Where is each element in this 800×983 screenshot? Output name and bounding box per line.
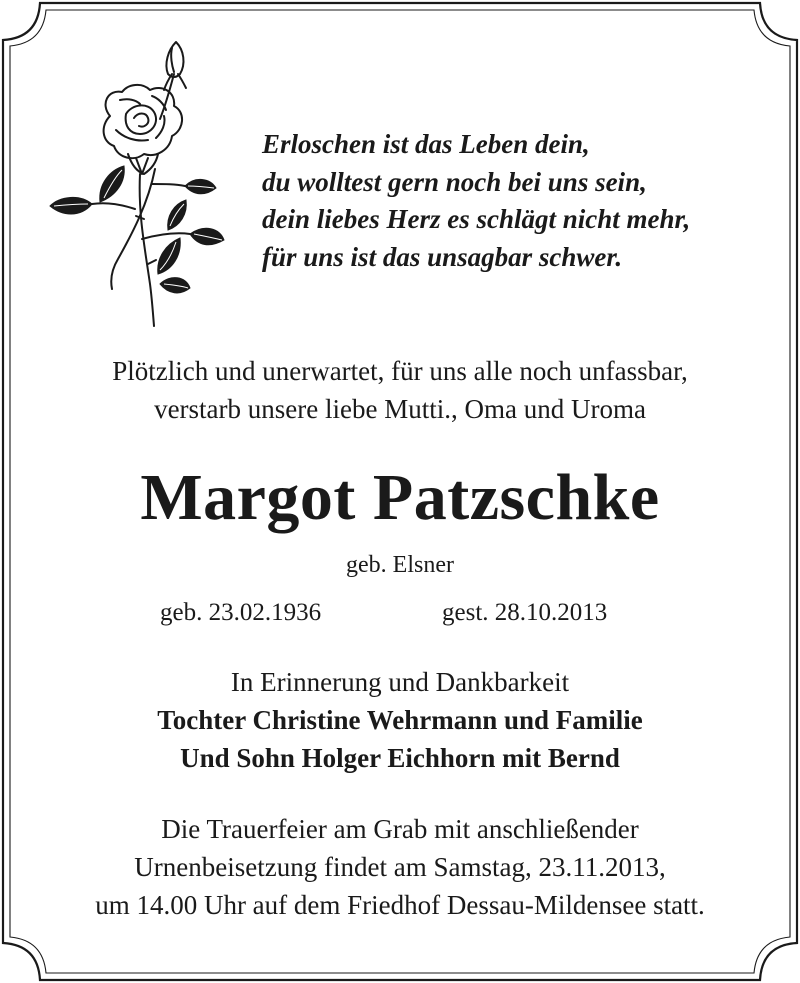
poem	[262, 126, 782, 276]
mourners-list	[0, 701, 800, 777]
poem-line: für uns ist das unsagbar schwer.	[262, 241, 623, 272]
maiden-name: geb. Elsner	[346, 552, 454, 578]
poem-line: dein liebes Herz es schlägt nicht mehr,	[262, 204, 691, 234]
ceremony-line: um 14.00 Uhr auf dem Friedhof Dessau-Mildensee statt.	[95, 890, 705, 920]
ceremony-info	[0, 810, 800, 924]
announcement-line: Plötzlich und unerwartet, für uns alle noch unfassbar,	[112, 356, 688, 386]
ceremony-line: Urnenbeisetzung findet am Samstag, 23.11.2013,	[134, 852, 666, 882]
death-date: gest. 28.10.2013	[442, 599, 608, 626]
rose-icon	[40, 34, 225, 329]
poem-line: du wolltest gern noch bei uns sein,	[262, 166, 647, 197]
mourner-line: Und Sohn Holger Eichhorn mit Bernd	[180, 743, 620, 773]
memory-intro: In Erinnerung und Dankbarkeit	[230, 667, 570, 697]
ceremony-line: Die Trauerfeier am Grab mit anschließender	[161, 814, 639, 844]
announcement	[0, 352, 800, 428]
poem-line: Erloschen ist das Leben dein,	[262, 129, 590, 159]
deceased-name: Margot Patzschke	[140, 461, 660, 534]
announcement-line: verstarb unsere liebe Mutti., Oma und Uroma	[154, 394, 646, 424]
mourner-line: Tochter Christine Wehrmann und Familie	[157, 705, 643, 735]
birth-date: geb. 23.02.1936	[160, 599, 322, 626]
